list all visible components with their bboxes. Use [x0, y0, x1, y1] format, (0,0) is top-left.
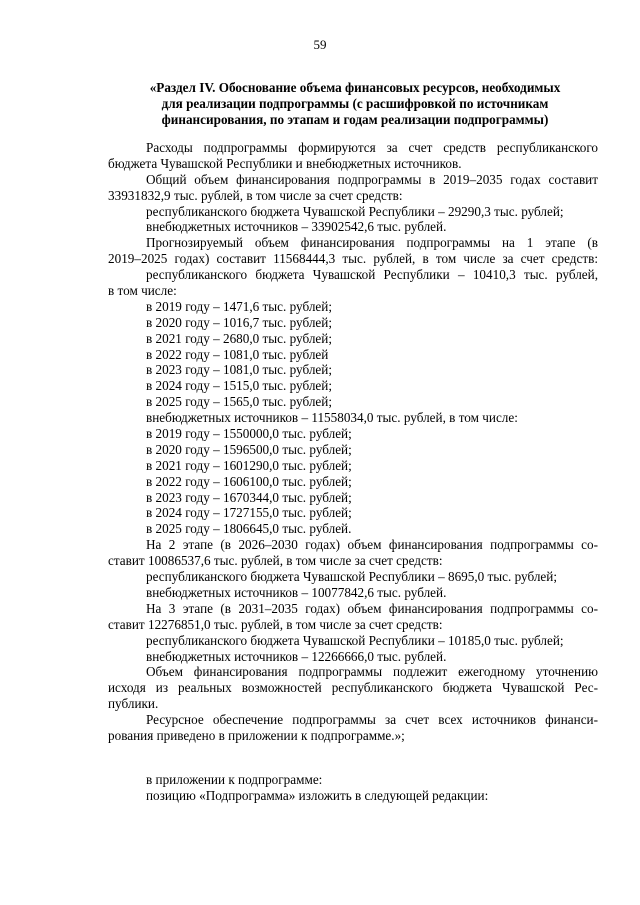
- paragraph-line: республиканского бюджета Чувашской Республики – 8695,0 тыс. рублей;: [146, 569, 557, 585]
- paragraph-line: Объем финансирования подпрограммы подлежит ежегодному уточнению: [146, 664, 598, 680]
- paragraph-line: На 3 этапе (в 2031–2035 годах) объем финансирования подпрограммы со-: [146, 600, 598, 616]
- paragraph-line: внебюджетных источников – 11558034,0 тыс. рублей, в том числе:: [146, 410, 518, 426]
- paragraph-line: публики.: [108, 696, 159, 712]
- paragraph-line: Прогнозируемый объем финансирования подпрограммы на 1 этапе (в: [146, 235, 598, 251]
- paragraph-line: в приложении к подпрограмме:: [146, 771, 323, 787]
- list-item: в 2022 году – 1081,0 тыс. рублей: [146, 346, 329, 362]
- document-body: [108, 140, 598, 804]
- list-item: в 2019 году – 1550000,0 тыс. рублей;: [146, 426, 352, 442]
- paragraph-line: республиканского бюджета Чувашской Республики – 29290,3 тыс. рублей;: [146, 203, 564, 219]
- paragraph-line: рования приведено в приложении к подпрограмме.»;: [108, 727, 405, 743]
- list-item: в 2024 году – 1515,0 тыс. рублей;: [146, 378, 332, 394]
- list-item: в 2021 году – 1601290,0 тыс. рублей;: [146, 457, 352, 473]
- paragraph-line: позицию «Подпрограмма» изложить в следующей редакции:: [146, 787, 489, 803]
- list-item: в 2024 году – 1727155,0 тыс. рублей;: [146, 505, 352, 521]
- spacer: [108, 744, 598, 772]
- list-item: в 2023 году – 1670344,0 тыс. рублей;: [146, 489, 352, 505]
- paragraph-line: Общий объем финансирования подпрограммы в 2019–2035 годах составит: [146, 171, 598, 187]
- paragraph-line: Расходы подпрограммы формируются за счет средств республиканского: [146, 140, 598, 155]
- title-line: для реализации подпрограммы (с расшифровкой по источникам: [161, 95, 549, 111]
- page-number: 59: [313, 37, 327, 52]
- paragraph-line: ставит 12276851,0 тыс. рублей, в том числе за счет средств:: [108, 616, 443, 632]
- paragraph-line: 2019–2025 годах) составит 11568444,3 тыс. рублей, в том числе за счет средств:: [108, 251, 598, 267]
- paragraph-line: внебюджетных источников – 12266666,0 тыс. рублей.: [146, 648, 447, 664]
- list-item: в 2023 году – 1081,0 тыс. рублей;: [146, 362, 332, 378]
- paragraph-line: республиканского бюджета Чувашской Республики – 10410,3 тыс. рублей,: [146, 267, 598, 283]
- paragraph-line: внебюджетных источников – 10077842,6 тыс. рублей.: [146, 584, 447, 600]
- list-item: в 2025 году – 1806645,0 тыс. рублей.: [146, 521, 352, 537]
- section-title: [112, 80, 598, 128]
- list-item: в 2020 году – 1596500,0 тыс. рублей;: [146, 441, 352, 457]
- paragraph-line: бюджета Чувашской Республики и внебюджетных источников.: [108, 155, 462, 171]
- title-line: финансирования, по этапам и годам реализации подпрограммы): [161, 111, 549, 127]
- list-item: в 2022 году – 1606100,0 тыс. рублей;: [146, 473, 352, 489]
- list-item: в 2021 году – 2680,0 тыс. рублей;: [146, 330, 332, 346]
- title-line: «Раздел IV. Обоснование объема финансовых ресурсов, необходимых: [149, 80, 561, 95]
- list-item: в 2025 году – 1565,0 тыс. рублей;: [146, 394, 332, 410]
- list-item: в 2020 году – 1016,7 тыс. рублей;: [146, 314, 332, 330]
- paragraph-line: На 2 этапе (в 2026–2030 годах) объем финансирования подпрограммы со-: [146, 537, 598, 553]
- paragraph-line: внебюджетных источников – 33902542,6 тыс. рублей.: [146, 219, 447, 235]
- paragraph-line: республиканского бюджета Чувашской Республики – 10185,0 тыс. рублей;: [146, 632, 564, 648]
- paragraph-line: исходя из реальных возможностей республиканского бюджета Чувашской Рес-: [108, 680, 598, 696]
- paragraph-line: 33931832,9 тыс. рублей, в том числе за счет средств:: [108, 187, 403, 203]
- list-item: в 2019 году – 1471,6 тыс. рублей;: [146, 298, 332, 314]
- paragraph-line: в том числе:: [108, 283, 177, 299]
- paragraph-line: ставит 10086537,6 тыс. рублей, в том числе за счет средств:: [108, 553, 443, 569]
- paragraph-line: Ресурсное обеспечение подпрограммы за счет всех источников финанси-: [146, 712, 598, 728]
